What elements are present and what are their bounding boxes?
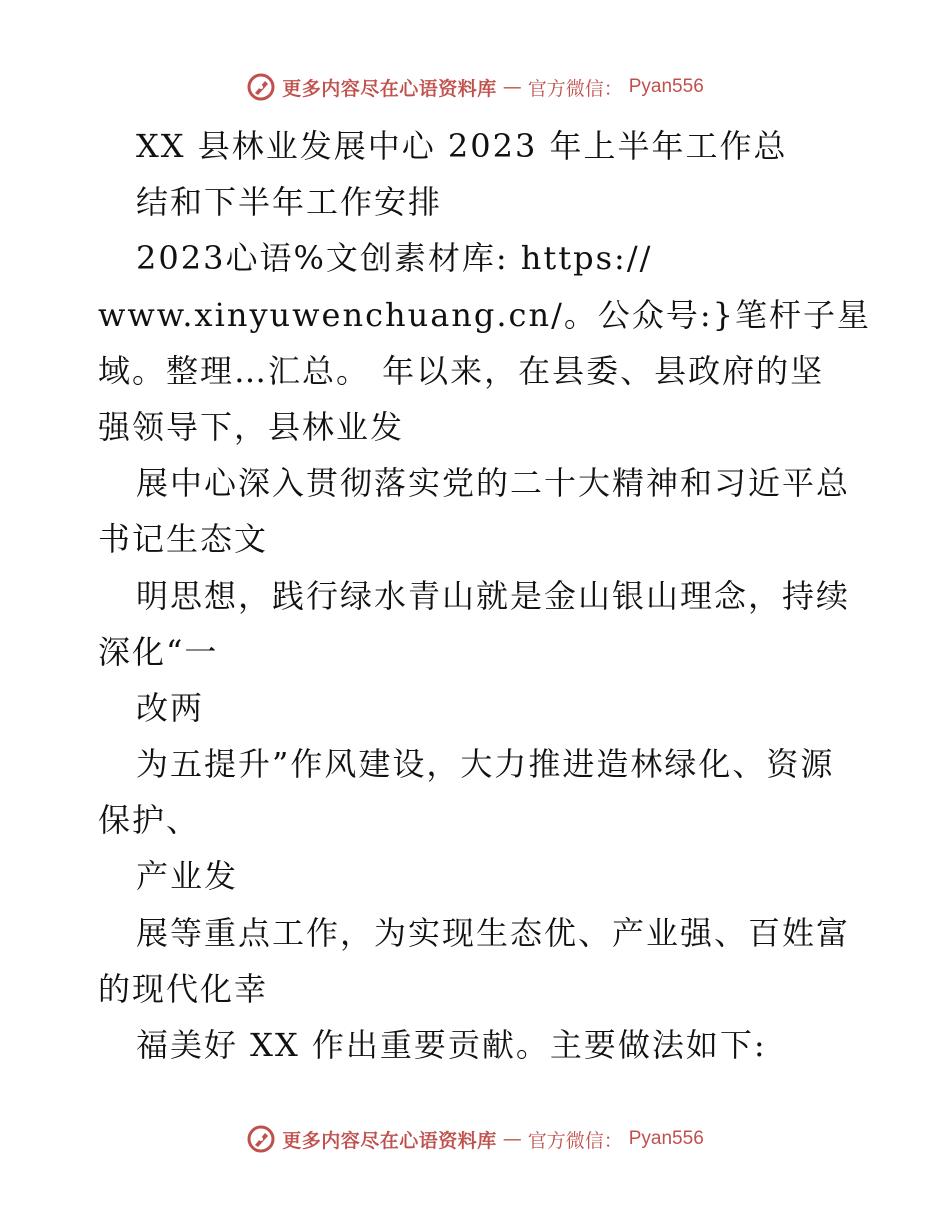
text-line: 为五提升”作风建设，大力推进造林绿化、资源	[136, 745, 835, 784]
pen-nib-logo-icon	[246, 1124, 276, 1154]
text-line: 书记生态文	[98, 520, 269, 559]
text-line: 域。整理…汇总。 年以来，在县委、县政府的坚	[98, 351, 825, 390]
text-line: 改两	[136, 688, 205, 727]
pen-nib-logo-icon	[246, 72, 276, 102]
text-line: 结和下半年工作安排	[136, 183, 443, 222]
watermark-main-text: 更多内容尽在心语资料库	[282, 1129, 497, 1152]
header-watermark	[0, 72, 950, 102]
text-line: www.xinyuwenchuang.cn/。公众号:}笔杆子星	[98, 295, 872, 334]
watermark-label: 官方微信：	[527, 1129, 623, 1152]
document-body	[98, 118, 872, 1073]
watermark-wechat-id: Pyan556	[628, 1128, 704, 1149]
footer-watermark	[0, 1124, 950, 1154]
text-line: 强领导下，县林业发	[98, 407, 405, 446]
watermark-label: 官方微信：	[527, 77, 623, 100]
text-line: XX 县林业发展中心 2023 年上半年工作总	[136, 127, 788, 165]
text-line: 展中心深入贯彻落实党的二十大精神和习近平总	[136, 464, 851, 503]
text-line: 明思想，践行绿水青山就是金山银山理念，持续	[136, 576, 851, 615]
text-line: 展等重点工作，为实现生态优、产业强、百姓富	[136, 913, 851, 952]
watermark-separator: —	[502, 1128, 522, 1150]
text-line: 的现代化幸	[98, 969, 269, 1008]
text-line: 产业发	[136, 857, 239, 896]
watermark-main-text: 更多内容尽在心语资料库	[282, 77, 497, 100]
text-line: 福美好 XX 作出重要贡献。主要做法如下:	[136, 1026, 767, 1064]
text-line: 保护、	[98, 801, 201, 840]
text-line: 2023心语%文创素材库: https://	[136, 239, 653, 278]
watermark-separator: —	[502, 76, 522, 98]
text-line: 深化“一	[98, 632, 219, 671]
watermark-wechat-id: Pyan556	[628, 76, 704, 97]
